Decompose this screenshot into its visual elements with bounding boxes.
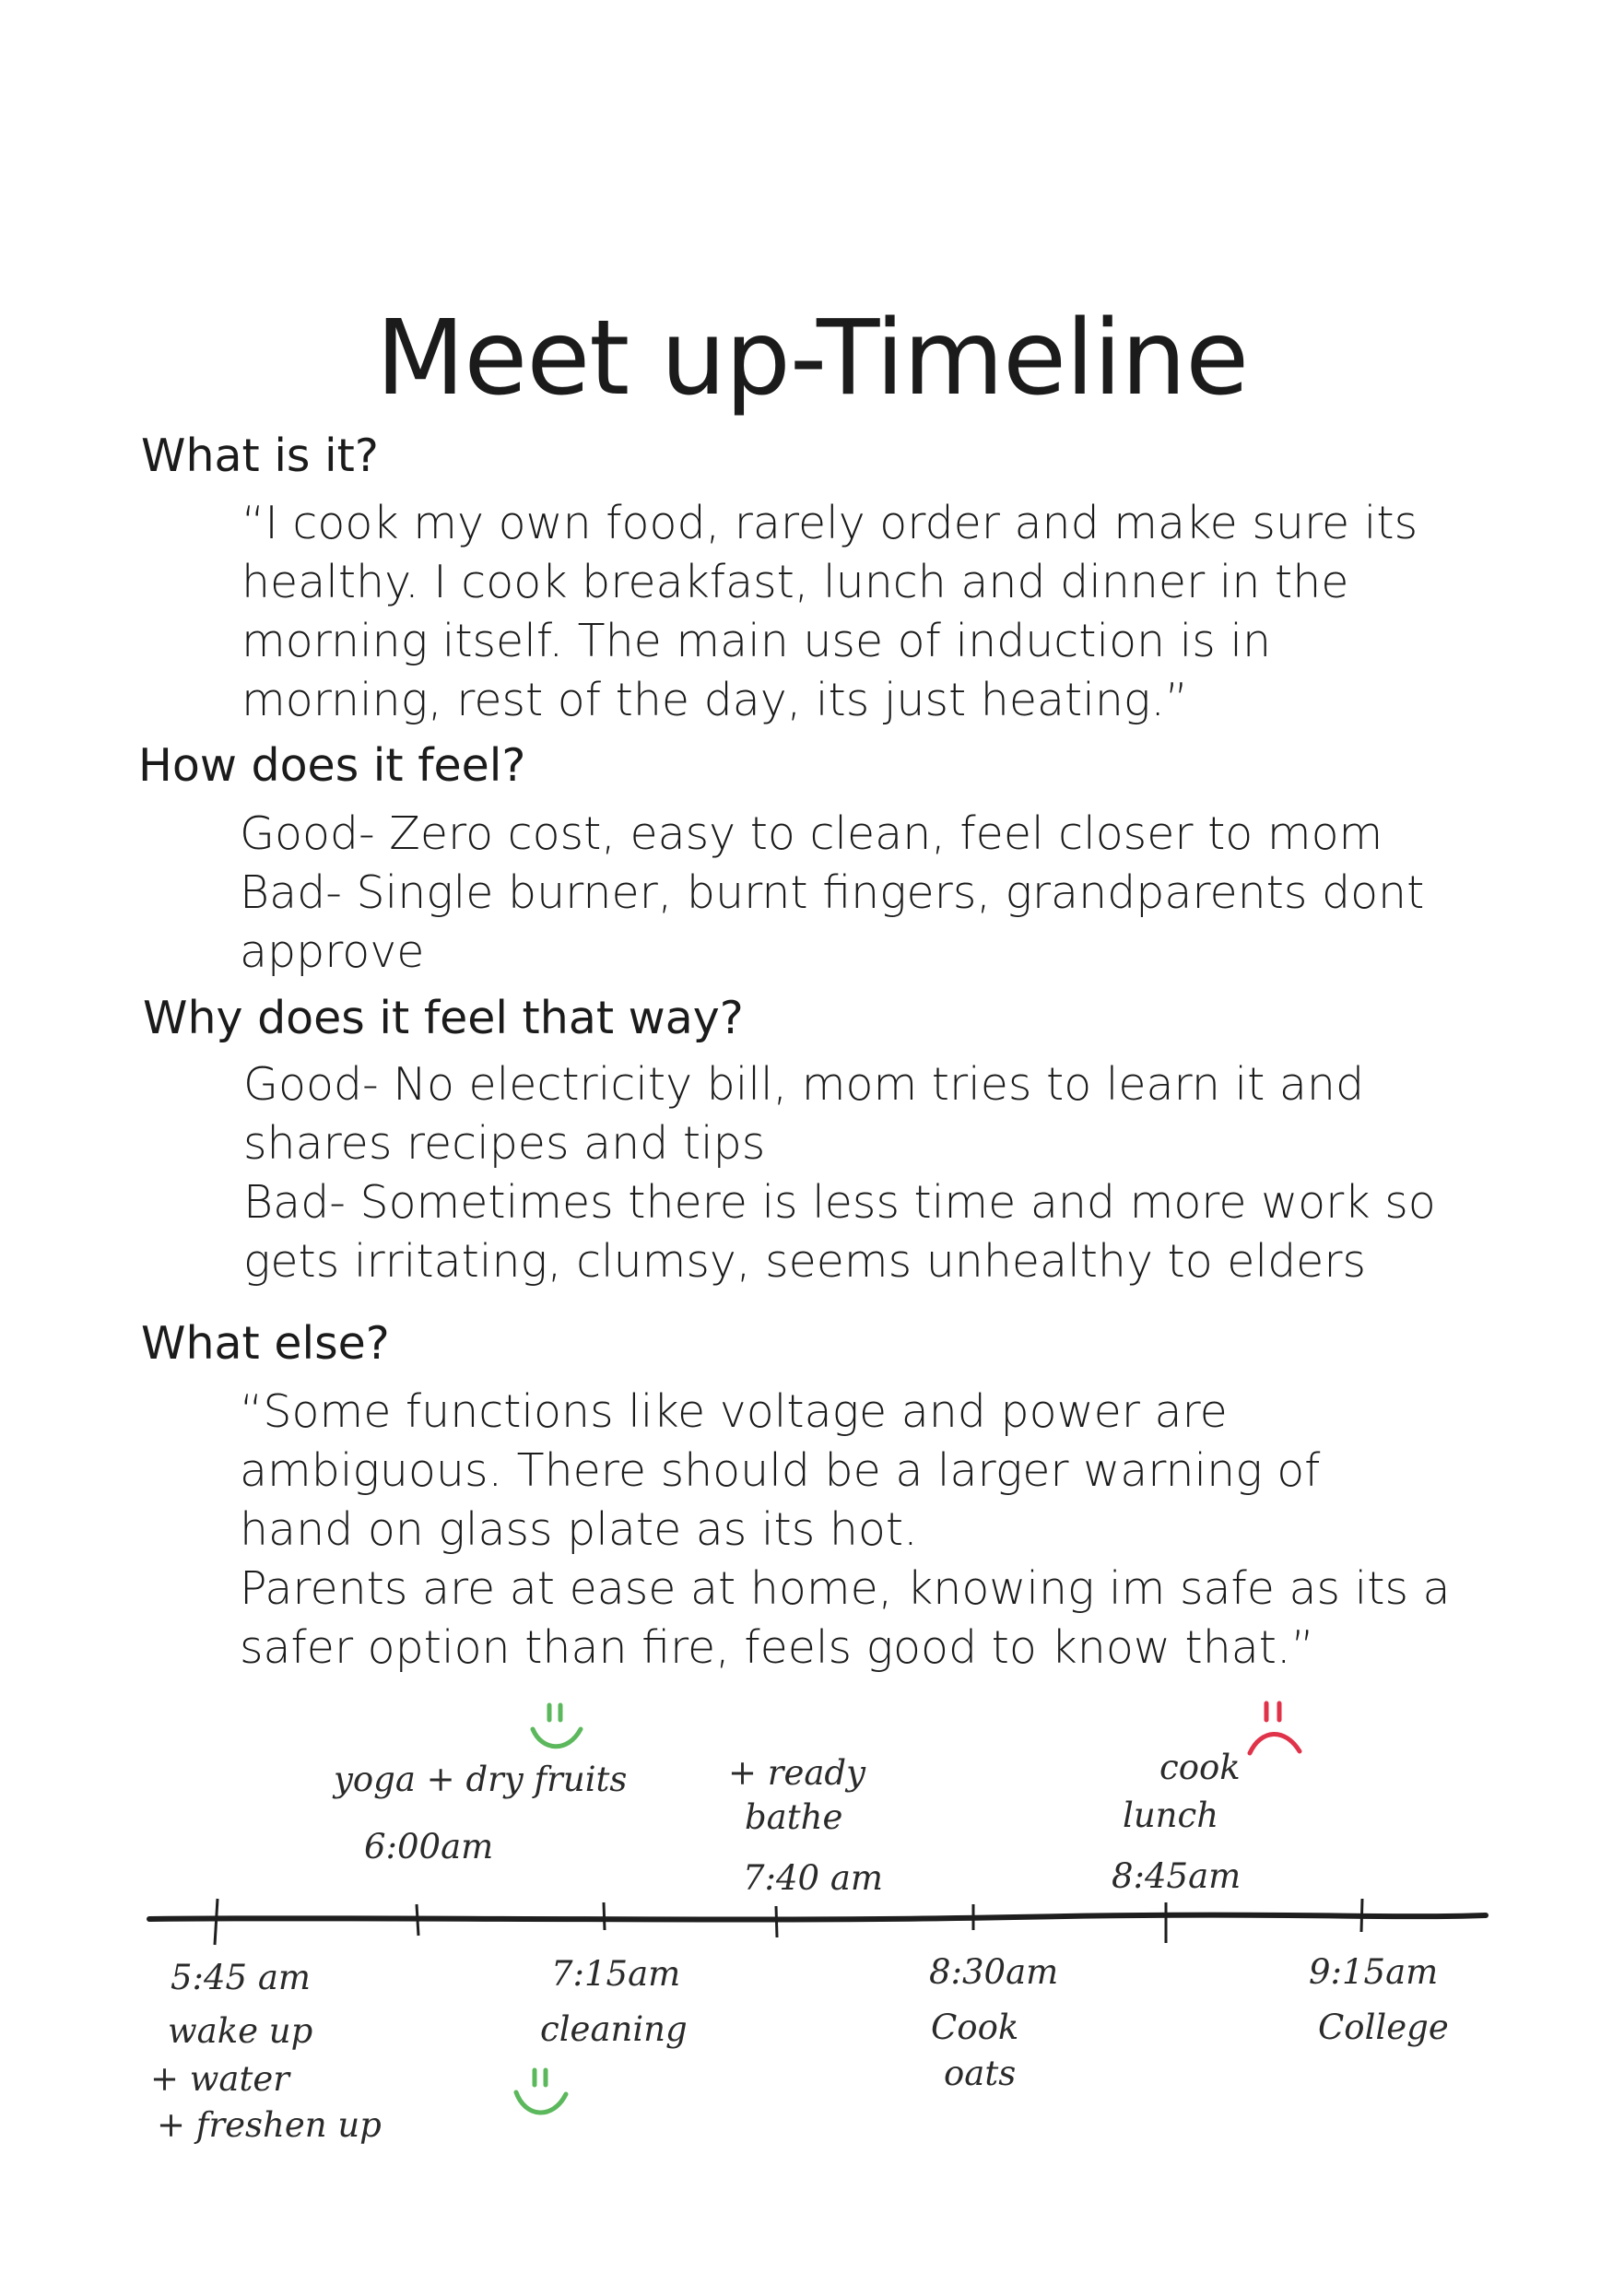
body-line: approve xyxy=(240,925,425,978)
happy-face-icon xyxy=(505,2065,579,2129)
section-heading-what-is-it: What is it? xyxy=(141,430,379,482)
timeline-time-label: 9:15am xyxy=(1309,1952,1439,1992)
timeline-time-label: 7:40 am xyxy=(743,1858,883,1898)
body-line: Good- Zero cost, easy to clean, feel closer to mom xyxy=(240,807,1383,860)
timeline-activity-label: + ready xyxy=(728,1753,865,1793)
timeline-time-label: 5:45 am xyxy=(171,1958,311,1997)
timeline-time-label: 8:45am xyxy=(1112,1856,1242,1896)
happy-face-icon xyxy=(520,1698,594,1762)
body-line: Bad- Sometimes there is less time and more work so xyxy=(243,1176,1436,1229)
timeline-tick xyxy=(776,1906,777,1937)
timeline-activity-label: wake up xyxy=(168,2011,313,2051)
timeline-activity-label: + water xyxy=(150,2059,289,2099)
section-heading-what-else: What else? xyxy=(141,1317,390,1370)
timeline-activity-label: Cook xyxy=(931,2008,1019,2047)
body-line: safer option than fire, feels good to know that.” xyxy=(240,1621,1314,1674)
page-title: Meet up-Timeline xyxy=(375,299,1249,418)
body-line: Parents are at ease at home, knowing im safe as its a xyxy=(240,1562,1451,1615)
section-heading-how-does-it-feel: How does it feel? xyxy=(138,739,526,792)
timeline-tick xyxy=(1361,1899,1362,1932)
timeline-activity-label: oats xyxy=(944,2054,1017,2093)
body-line: shares recipes and tips xyxy=(243,1117,766,1170)
body-line: “I cook my own food, rarely order and make sure its xyxy=(241,497,1418,549)
timeline-time-label: 8:30am xyxy=(929,1952,1059,1992)
unhappy-face-icon xyxy=(1242,1696,1316,1770)
timeline-activity-label: + freshen up xyxy=(157,2105,382,2145)
timeline-time-label: 7:15am xyxy=(551,1954,681,1994)
timeline-activity-label: College xyxy=(1318,2008,1449,2047)
section-body-how-does-it-feel xyxy=(240,805,1424,982)
timeline-activity-label: cook xyxy=(1159,1748,1241,1787)
body-line: “Some functions like voltage and power are xyxy=(240,1385,1228,1438)
daily-timeline xyxy=(0,1678,1624,2194)
timeline-tick xyxy=(215,1899,218,1945)
body-line: hand on glass plate as its hot. xyxy=(240,1503,918,1556)
body-line: morning, rest of the day, its just heating.” xyxy=(241,674,1189,726)
body-line: healthy. I cook breakfast, lunch and dinner in the xyxy=(241,556,1349,608)
timeline-activity-label: lunch xyxy=(1123,1796,1219,1835)
body-line: Bad- Single burner, burnt fingers, grandparents dont xyxy=(240,866,1425,919)
timeline-activity-label: yoga + dry fruits xyxy=(334,1760,628,1799)
timeline-tick xyxy=(417,1904,418,1936)
timeline-time-label: 6:00am xyxy=(364,1827,494,1866)
timeline-activity-label: cleaning xyxy=(540,2009,688,2049)
timeline-activity-label: bathe xyxy=(745,1797,843,1837)
timeline-tick xyxy=(604,1902,605,1930)
section-body-what-is-it xyxy=(241,494,1418,730)
body-line: morning itself. The main use of induction is in xyxy=(241,615,1272,667)
body-line: Good- No electricity bill, mom tries to learn it and xyxy=(243,1058,1365,1111)
timeline-line xyxy=(149,1915,1486,1920)
body-line: ambiguous. There should be a larger warning of xyxy=(240,1444,1321,1497)
body-line: gets irritating, clumsy, seems unhealthy to elders xyxy=(243,1235,1366,1288)
section-body-what-else xyxy=(240,1383,1451,1678)
section-body-why-does-it-feel xyxy=(243,1055,1436,1291)
section-heading-why-does-it-feel: Why does it feel that way? xyxy=(143,992,744,1044)
